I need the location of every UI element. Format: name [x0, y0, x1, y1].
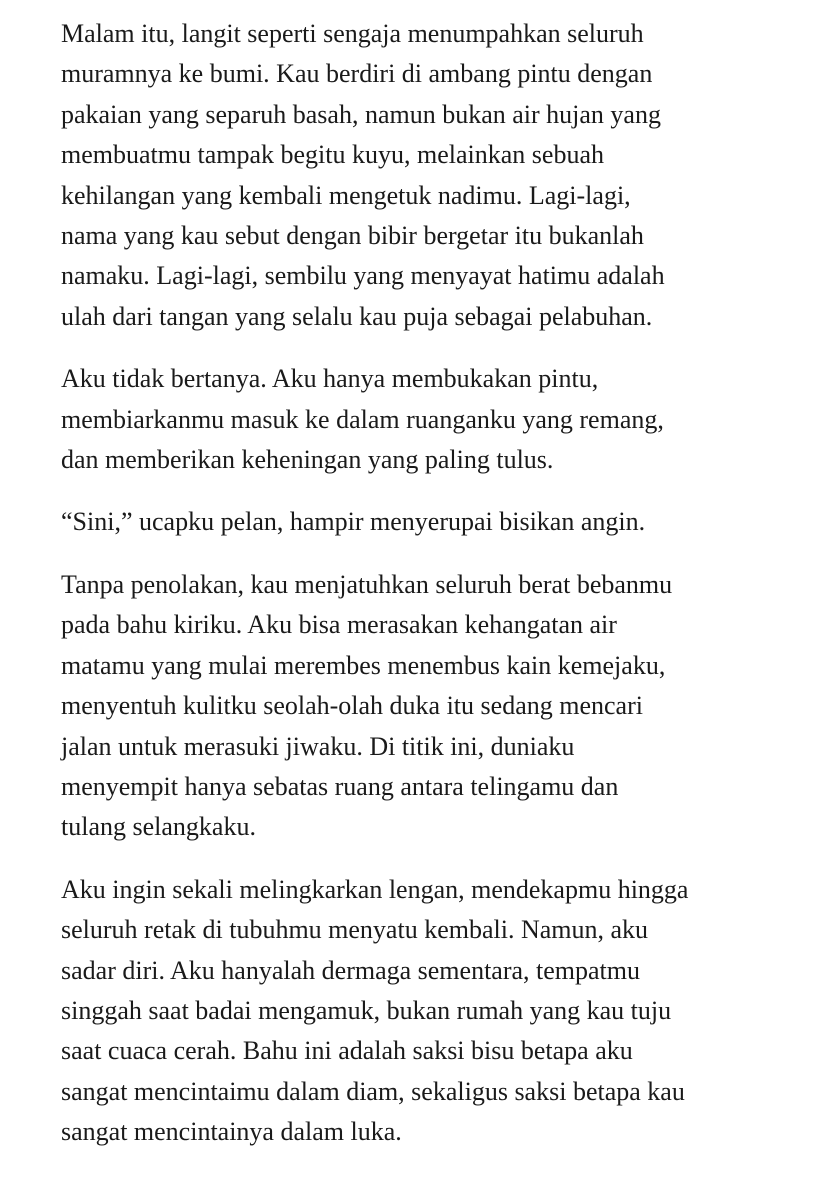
text-line: ulah dari tangan yang selalu kau puja sebagai pelabuhan.: [61, 301, 653, 331]
text-line: kehilangan yang kembali mengetuk nadimu. Lagi-lagi,: [61, 180, 631, 210]
text-line: nama yang kau sebut dengan bibir bergetar itu bukanlah: [61, 221, 644, 251]
text-line: Tanpa penolakan, kau menjatuhkan seluruh berat bebanmu: [61, 569, 673, 599]
text-line: pada bahu kiriku. Aku bisa merasakan kehangatan air: [61, 610, 617, 640]
text-line: sangat mencintainya dalam luka.: [61, 1117, 402, 1147]
text-line: membiarkanmu masuk ke dalam ruanganku yang remang,: [61, 404, 664, 434]
text-line: pakaian yang separuh basah, namun bukan air hujan yang: [61, 99, 661, 129]
text-line: sadar diri. Aku hanyalah dermaga sementara, tempatmu: [61, 955, 641, 985]
text-line: tulang selangkaku.: [61, 812, 256, 842]
text-line: membuatmu tampak begitu kuyu, melainkan sebuah: [61, 140, 604, 170]
text-line: dan memberikan keheningan yang paling tulus.: [61, 445, 554, 475]
text-line: namaku. Lagi-lagi, sembilu yang menyayat hatimu adalah: [61, 261, 665, 291]
paragraph-3: [61, 502, 779, 542]
text-line: menyempit hanya sebatas ruang antara telingamu dan: [61, 771, 619, 801]
text-line: matamu yang mulai merembes menembus kain kemejaku,: [61, 650, 666, 680]
text-line: muramnya ke bumi. Kau berdiri di ambang pintu dengan: [61, 59, 653, 89]
paragraph-4: [61, 565, 779, 848]
text-line: Aku tidak bertanya. Aku hanya membukakan pintu,: [61, 364, 599, 394]
text-line: “Sini,” ucapku pelan, hampir menyerupai bisikan angin.: [61, 507, 646, 537]
text-line: saat cuaca cerah. Bahu ini adalah saksi bisu betapa aku: [61, 1036, 633, 1066]
text-line: seluruh retak di tubuhmu menyatu kembali. Namun, aku: [61, 915, 649, 945]
text-line: jalan untuk merasuki jiwaku. Di titik ini, duniaku: [61, 731, 575, 761]
paragraph-1: [61, 14, 779, 337]
text-line: Malam itu, langit seperti sengaja menumpahkan seluruh: [61, 19, 644, 48]
text-line: menyentuh kulitku seolah-olah duka itu sedang mencari: [61, 691, 643, 721]
paragraph-2: [61, 359, 779, 480]
text-line: sangat mencintaimu dalam diam, sekaligus saksi betapa kau: [61, 1076, 685, 1106]
paragraph-5: [61, 870, 779, 1153]
text-line: singgah saat badai mengamuk, bukan rumah yang kau tuju: [61, 995, 672, 1025]
text-line: Aku ingin sekali melingkarkan lengan, mendekapmu hingga: [61, 874, 689, 904]
